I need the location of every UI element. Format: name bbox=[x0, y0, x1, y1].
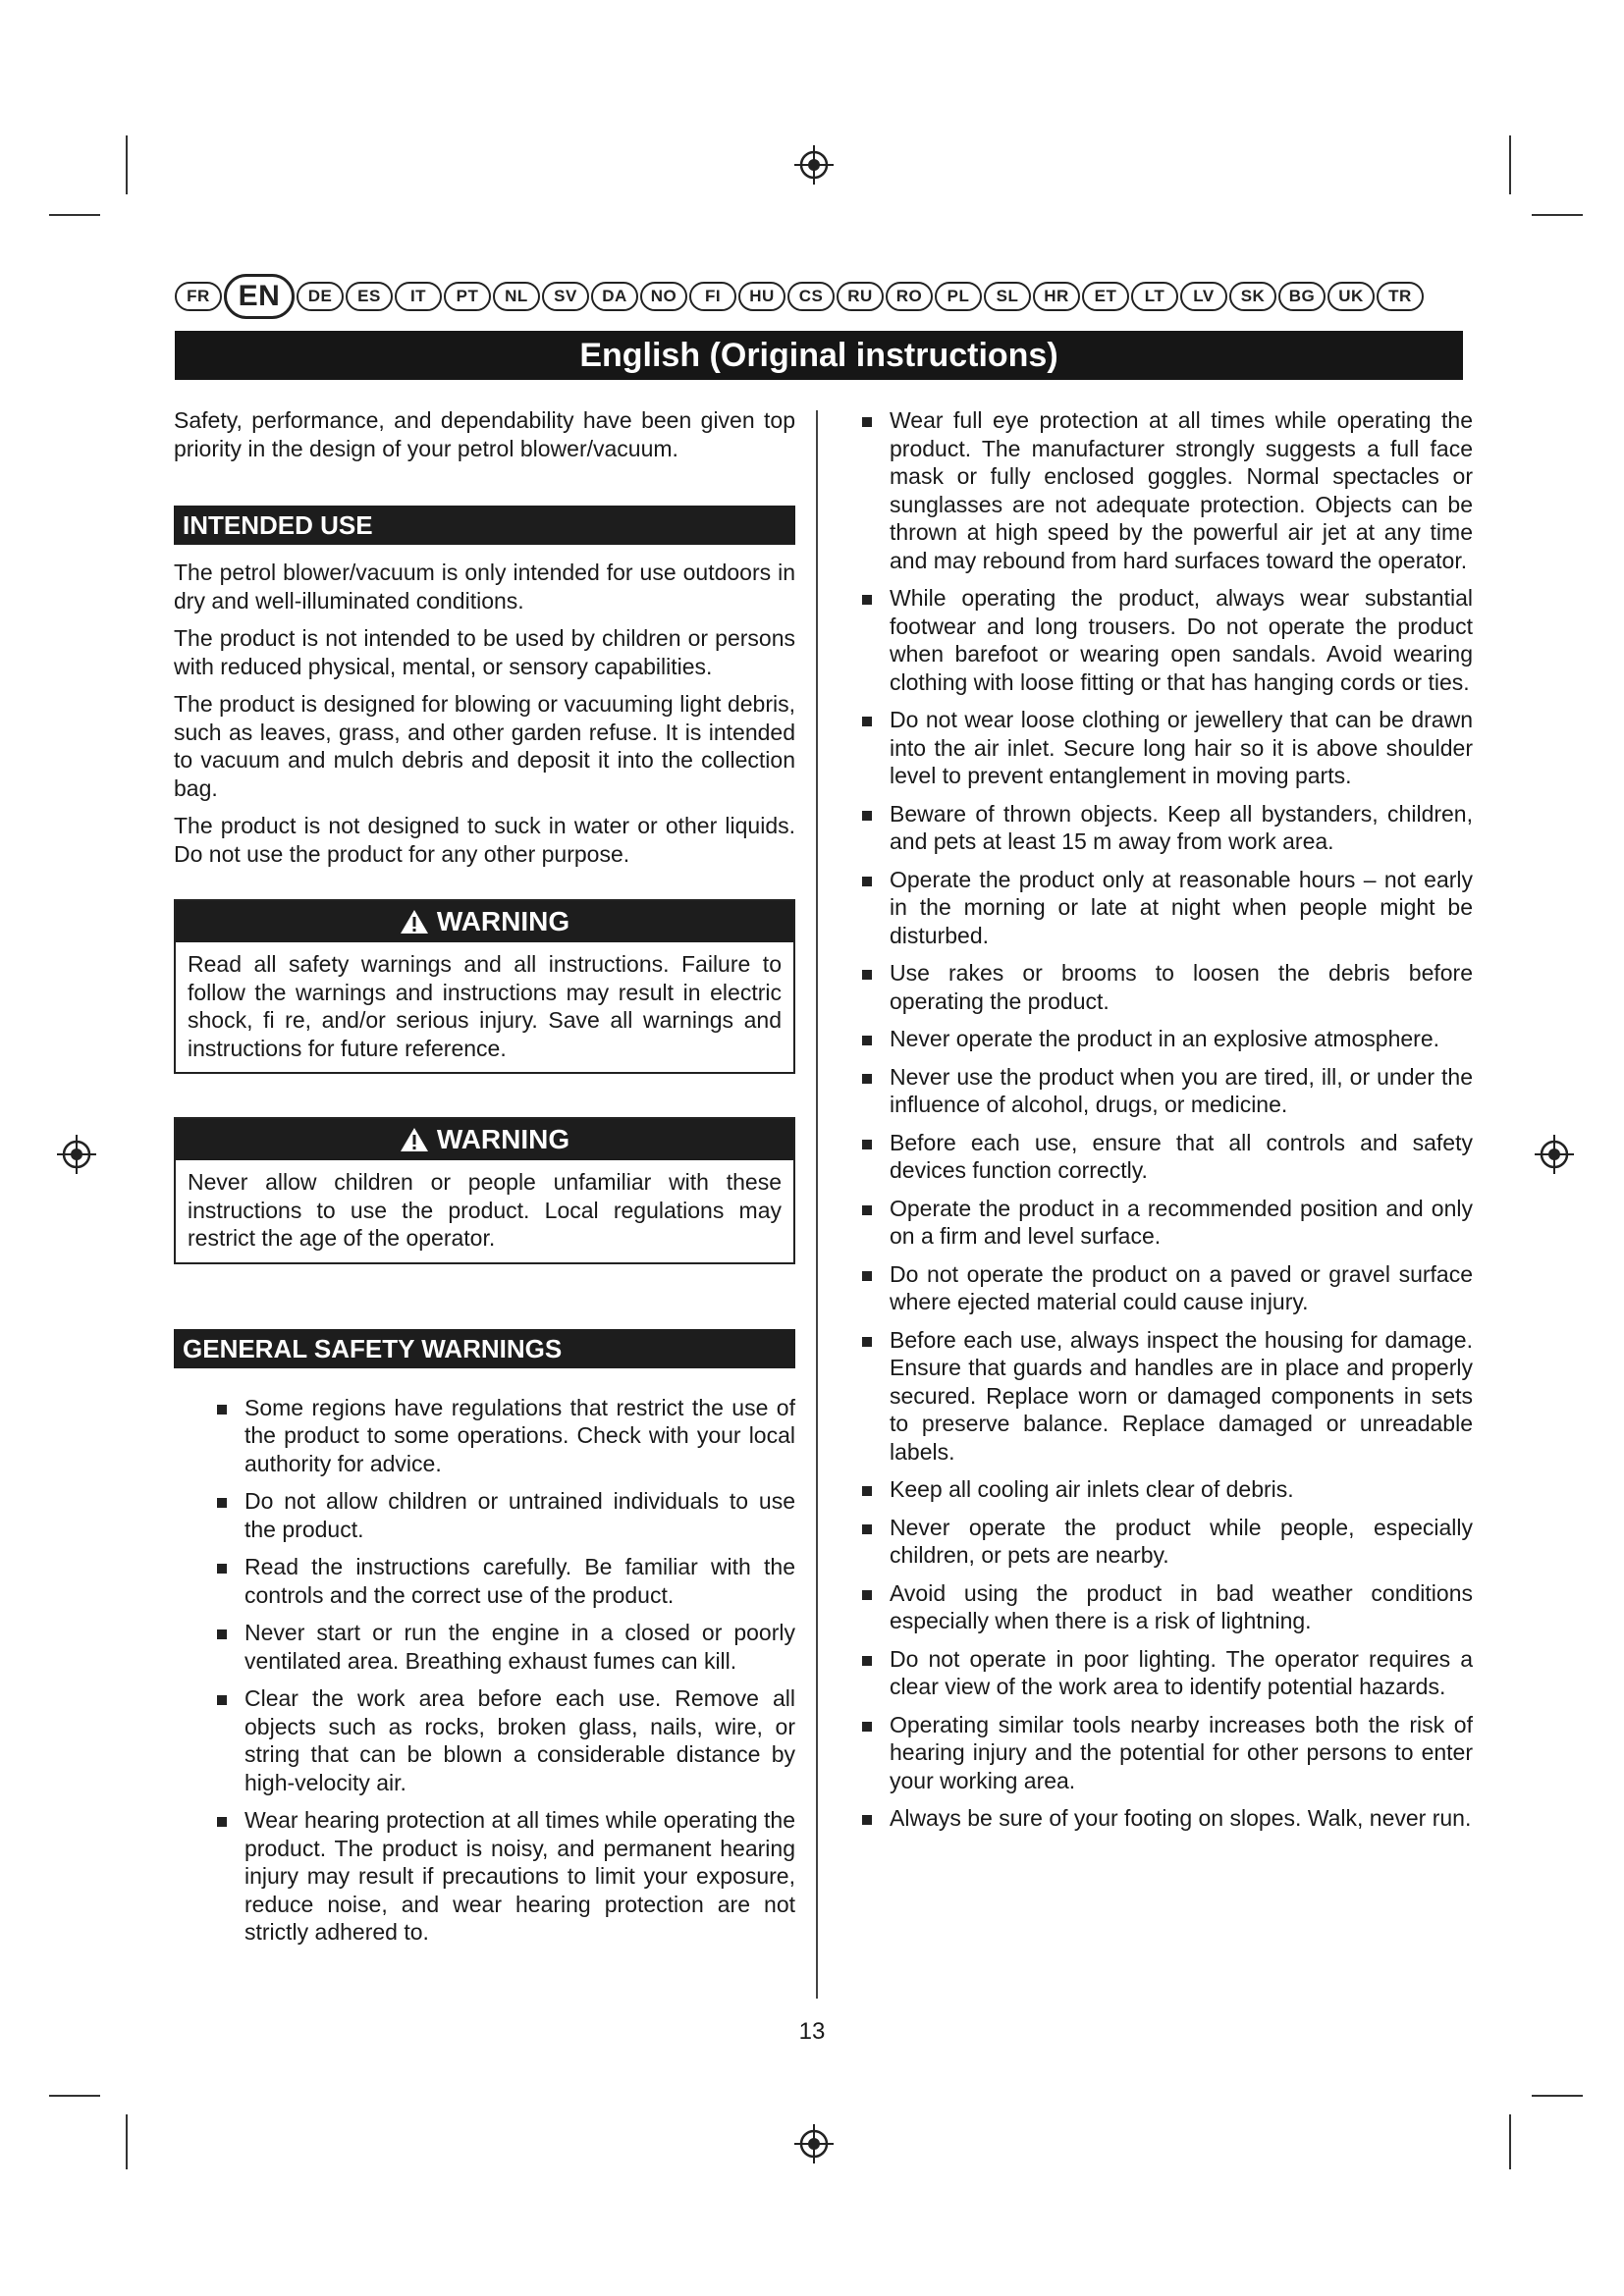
crop-mark bbox=[1509, 135, 1511, 194]
page-title: English (Original instructions) bbox=[175, 331, 1463, 380]
language-badge: PL bbox=[935, 282, 982, 311]
language-badge: BG bbox=[1278, 282, 1326, 311]
intended-use-paragraph: The product is not designed to suck in water or other liquids. Do not use the product for any other purpose. bbox=[174, 813, 795, 867]
page-number: 13 bbox=[798, 2018, 826, 2045]
warning-triangle-icon bbox=[400, 909, 429, 934]
language-strip bbox=[175, 274, 1463, 319]
list-item: Clear the work area before each use. Remove all objects such as rocks, broken glass, nails, wire, or string that can be blown a considerable distance by high-velocity air. bbox=[215, 1684, 795, 1796]
language-badge: NO bbox=[640, 282, 687, 311]
safety-list bbox=[860, 406, 1473, 1833]
language-badge: NL bbox=[493, 282, 540, 311]
warning-box bbox=[174, 1117, 795, 1264]
warning-label: WARNING bbox=[436, 1124, 570, 1154]
language-badge: HR bbox=[1033, 282, 1080, 311]
list-item: Do not wear loose clothing or jewellery that can be drawn into the air inlet. Secure long hair so it is above shoulder level to prevent entanglement in moving parts. bbox=[860, 706, 1473, 790]
registration-mark-icon bbox=[55, 1133, 98, 1176]
list-item: Never operate the product while people, especially children, or pets are nearby. bbox=[860, 1514, 1473, 1570]
language-badge: LV bbox=[1180, 282, 1227, 311]
language-badge: ET bbox=[1082, 282, 1129, 311]
crop-mark bbox=[49, 214, 100, 216]
crop-mark bbox=[126, 135, 128, 194]
list-item: Before each use, always inspect the housing for damage. Ensure that guards and handles are in place and properly secured. Replace worn or damaged components in sets to preserve balance. Replace damaged or unreadable labels. bbox=[860, 1326, 1473, 1467]
intro-paragraph: Safety, performance, and dependability have been given top priority in the design of your petrol blower/vacuum. bbox=[174, 407, 795, 461]
warning-header bbox=[176, 1119, 793, 1160]
language-badge: FR bbox=[175, 282, 222, 311]
list-item: Read the instructions carefully. Be familiar with the controls and the correct use of the product. bbox=[215, 1553, 795, 1609]
language-badge: SV bbox=[542, 282, 589, 311]
general-safety-list bbox=[215, 1394, 795, 1947]
registration-mark-icon bbox=[792, 143, 836, 187]
right-column bbox=[860, 406, 1473, 1842]
list-item: Avoid using the product in bad weather conditions especially when there is a risk of lightning. bbox=[860, 1579, 1473, 1635]
list-item: Do not operate in poor lighting. The operator requires a clear view of the work area to identify potential hazards. bbox=[860, 1645, 1473, 1701]
list-item: Use rakes or brooms to loosen the debris before operating the product. bbox=[860, 959, 1473, 1015]
crop-mark bbox=[49, 2095, 100, 2097]
general-safety-heading: GENERAL SAFETY WARNINGS bbox=[174, 1329, 795, 1368]
intended-use-heading: INTENDED USE bbox=[174, 506, 795, 545]
language-badge: DA bbox=[591, 282, 638, 311]
registration-mark-icon bbox=[792, 2122, 836, 2165]
crop-mark bbox=[1509, 2114, 1511, 2169]
list-item: Never use the product when you are tired, ill, or under the influence of alcohol, drugs, or medicine. bbox=[860, 1063, 1473, 1119]
language-badge: SL bbox=[984, 282, 1031, 311]
intended-use-paragraph: The product is not intended to be used by children or persons with reduced physical, mental, or sensory capabilities. bbox=[174, 625, 795, 679]
intended-use-paragraph: The product is designed for blowing or vacuuming light debris, such as leaves, grass, and other garden refuse. It is intended to vacuum and mulch debris and deposit it into the collection bag. bbox=[174, 691, 795, 801]
warning-text: Read all safety warnings and all instructions. Failure to follow the warnings and instructions may result in electric shock, fi re, and/or serious injury. Save all warnings and instructions for future reference. bbox=[188, 951, 782, 1061]
language-badge: SK bbox=[1229, 282, 1276, 311]
language-badge: UK bbox=[1327, 282, 1375, 311]
crop-mark bbox=[1532, 214, 1583, 216]
language-badge: CS bbox=[787, 282, 835, 311]
list-item: Beware of thrown objects. Keep all bystanders, children, and pets at least 15 m away from work area. bbox=[860, 800, 1473, 856]
warning-header bbox=[176, 901, 793, 942]
language-badge: HU bbox=[738, 282, 785, 311]
language-badge: FI bbox=[689, 282, 736, 311]
language-badge: RU bbox=[837, 282, 884, 311]
language-badge: LT bbox=[1131, 282, 1178, 311]
registration-mark-icon bbox=[1533, 1133, 1576, 1176]
list-item: Do not operate the product on a paved or gravel surface where ejected material could cause injury. bbox=[860, 1260, 1473, 1316]
list-item: Before each use, ensure that all controls and safety devices function correctly. bbox=[860, 1129, 1473, 1185]
left-column bbox=[174, 406, 795, 1956]
list-item: Keep all cooling air inlets clear of debris. bbox=[860, 1475, 1473, 1504]
list-item: Operate the product in a recommended position and only on a firm and level surface. bbox=[860, 1195, 1473, 1251]
warning-label: WARNING bbox=[436, 906, 570, 936]
language-badge: IT bbox=[395, 282, 442, 311]
crop-mark bbox=[1532, 2095, 1583, 2097]
list-item: Operate the product only at reasonable hours – not early in the morning or late at night when people might be disturbed. bbox=[860, 866, 1473, 950]
language-badge: ES bbox=[346, 282, 393, 311]
language-badge: PT bbox=[444, 282, 491, 311]
crop-mark bbox=[126, 2114, 128, 2169]
list-item: Operating similar tools nearby increases both the risk of hearing injury and the potential for other persons to enter your working area. bbox=[860, 1711, 1473, 1795]
list-item: Wear hearing protection at all times while operating the product. The product is noisy, and permanent hearing injury may result if precautions to limit your exposure, reduce noise, and wear hearing protection are not strictly adhered to. bbox=[215, 1806, 795, 1947]
language-badge: TR bbox=[1377, 282, 1424, 311]
list-item: Never operate the product in an explosive atmosphere. bbox=[860, 1025, 1473, 1053]
column-divider bbox=[816, 410, 818, 1999]
warning-text: Never allow children or people unfamiliar with these instructions to use the product. Local regulations may restrict the age of the operator. bbox=[188, 1169, 782, 1251]
list-item: Always be sure of your footing on slopes. Walk, never run. bbox=[860, 1804, 1473, 1833]
list-item: Wear full eye protection at all times while operating the product. The manufacturer strongly suggests a full face mask or fully enclosed goggles. Normal spectacles or sunglasses are not adequate protection. Objects can be thrown at high speed by the powerful air jet at any time and may rebound from hard surfaces toward the operator. bbox=[860, 406, 1473, 574]
intended-use-paragraph: The petrol blower/vacuum is only intended for use outdoors in dry and well-illuminated conditions. bbox=[174, 560, 795, 614]
list-item: Never start or run the engine in a closed or poorly ventilated area. Breathing exhaust fumes can kill. bbox=[215, 1619, 795, 1675]
language-badge: DE bbox=[297, 282, 344, 311]
list-item: Some regions have regulations that restrict the use of the product to some operations. Check with your local authority for advice. bbox=[215, 1394, 795, 1478]
list-item: Do not allow children or untrained individuals to use the product. bbox=[215, 1487, 795, 1543]
list-item: While operating the product, always wear substantial footwear and long trousers. Do not operate the product when barefoot or wearing open sandals. Avoid wearing clothing with loose fitting or that has hanging cords or ties. bbox=[860, 584, 1473, 696]
language-badge: RO bbox=[886, 282, 933, 311]
warning-box bbox=[174, 899, 795, 1074]
warning-triangle-icon bbox=[400, 1127, 429, 1152]
language-badge-active: EN bbox=[224, 274, 295, 319]
